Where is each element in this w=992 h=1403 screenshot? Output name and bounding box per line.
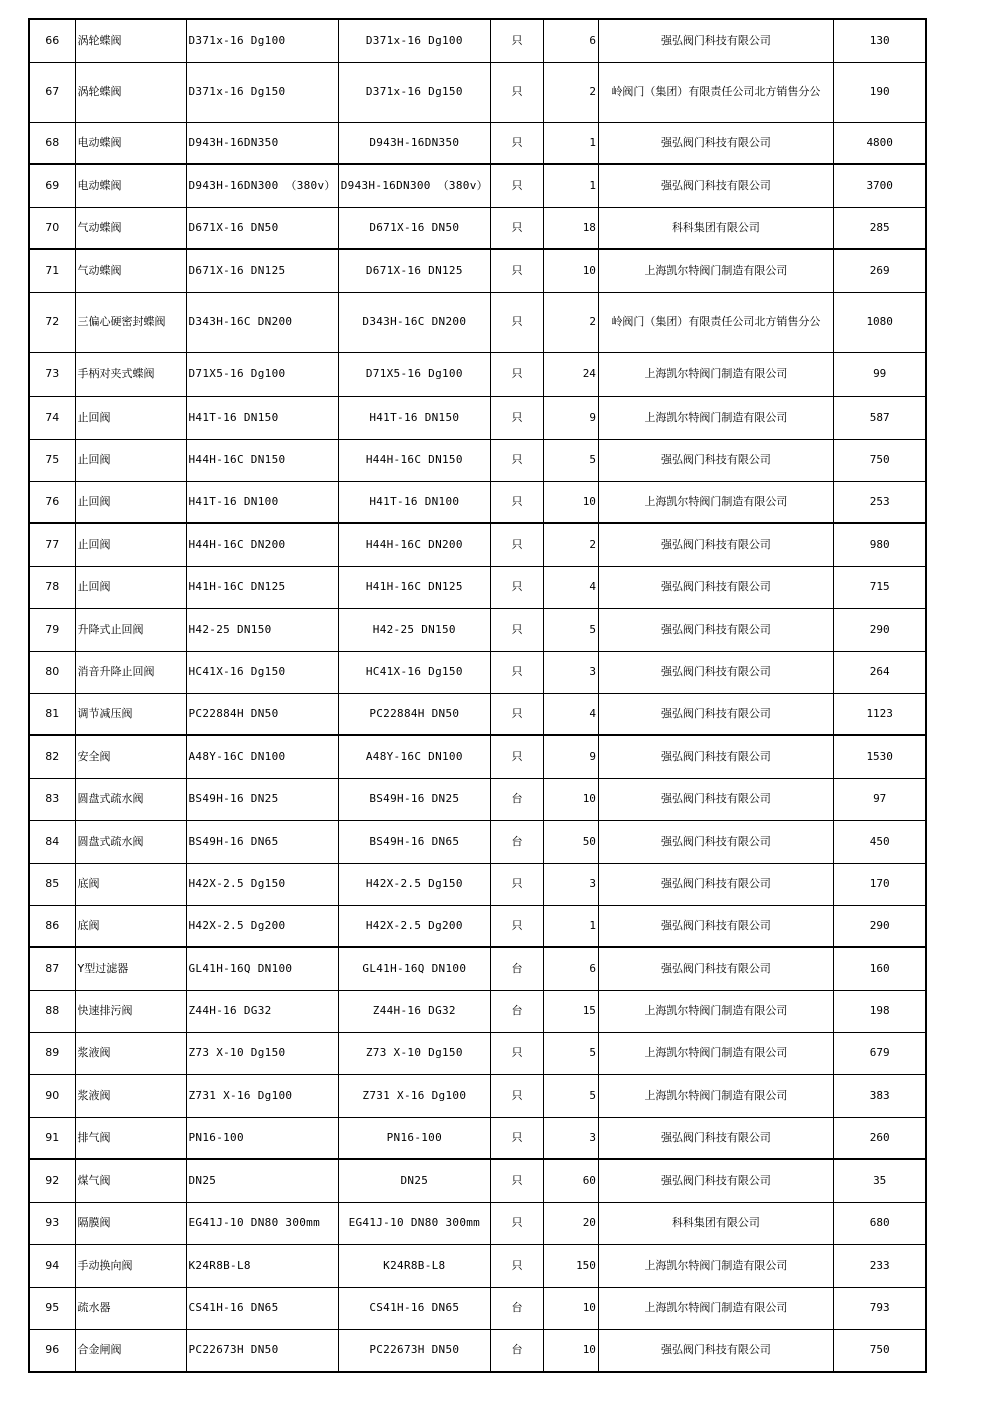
model-number-cell: HC41X-16 Dg150 [186, 651, 338, 693]
unit-cell: 只 [490, 693, 543, 735]
model-number-cell: H44H-16C DN150 [186, 439, 338, 481]
specification-cell: H42X-2.5 Dg150 [338, 863, 490, 905]
quantity-cell: 6 [543, 19, 598, 62]
model-number-cell: Z44H-16 DG32 [186, 990, 338, 1032]
specification-cell: BS49H-16 DN65 [338, 820, 490, 863]
unit-cell: 只 [490, 481, 543, 523]
supplier-name-cell: 上海凯尔特阀门制造有限公司 [598, 249, 833, 292]
unit-price-cell: 679 [833, 1032, 926, 1074]
row-number-cell: 80 [29, 651, 75, 693]
unit-cell: 只 [490, 1202, 543, 1244]
model-number-cell: H42-25 DN150 [186, 608, 338, 651]
model-number-cell: DN25 [186, 1159, 338, 1202]
supplier-name-cell: 强弘阀门科技有限公司 [598, 439, 833, 481]
unit-cell: 台 [490, 990, 543, 1032]
model-number-cell: BS49H-16 DN65 [186, 820, 338, 863]
unit-price-cell: 750 [833, 1329, 926, 1372]
row-number-cell: 79 [29, 608, 75, 651]
table-row [29, 62, 926, 122]
table-row [29, 1287, 926, 1329]
quantity-cell: 150 [543, 1244, 598, 1287]
model-number-cell: PC22884H DN50 [186, 693, 338, 735]
specification-cell: D671X-16 DN125 [338, 249, 490, 292]
quantity-cell: 2 [543, 523, 598, 566]
model-number-cell: H41T-16 DN100 [186, 481, 338, 523]
unit-cell: 只 [490, 396, 543, 439]
row-number-cell: 84 [29, 820, 75, 863]
row-number-cell: 72 [29, 292, 75, 352]
model-number-cell: D343H-16C DN200 [186, 292, 338, 352]
row-number-cell: 76 [29, 481, 75, 523]
quantity-cell: 15 [543, 990, 598, 1032]
unit-price-cell: 587 [833, 396, 926, 439]
specification-cell: PN16-100 [338, 1117, 490, 1159]
quantity-cell: 2 [543, 292, 598, 352]
unit-price-cell: 260 [833, 1117, 926, 1159]
quantity-cell: 5 [543, 439, 598, 481]
quantity-cell: 18 [543, 207, 598, 249]
row-number-cell: 69 [29, 164, 75, 207]
supplier-name-cell: 上海凯尔特阀门制造有限公司 [598, 396, 833, 439]
model-number-cell: D943H-16DN350 [186, 122, 338, 164]
specification-cell: DN25 [338, 1159, 490, 1202]
item-name-cell: 圆盘式疏水阀 [75, 820, 186, 863]
supplier-name-cell: 上海凯尔特阀门制造有限公司 [598, 1244, 833, 1287]
quantity-cell: 3 [543, 863, 598, 905]
unit-price-cell: 233 [833, 1244, 926, 1287]
supplier-name-cell: 强弘阀门科技有限公司 [598, 693, 833, 735]
unit-price-cell: 160 [833, 947, 926, 990]
unit-price-cell: 269 [833, 249, 926, 292]
specification-cell: H41H-16C DN125 [338, 566, 490, 608]
quantity-cell: 6 [543, 947, 598, 990]
model-number-cell: D371x-16 Dg100 [186, 19, 338, 62]
item-name-cell: 止回阀 [75, 566, 186, 608]
supplier-name-cell: 强弘阀门科技有限公司 [598, 164, 833, 207]
unit-cell: 只 [490, 1159, 543, 1202]
row-number-cell: 82 [29, 735, 75, 778]
item-name-cell: 底阀 [75, 905, 186, 947]
supplier-name-cell: 强弘阀门科技有限公司 [598, 19, 833, 62]
specification-cell: H41T-16 DN150 [338, 396, 490, 439]
table-row [29, 990, 926, 1032]
unit-cell: 只 [490, 62, 543, 122]
unit-price-cell: 97 [833, 778, 926, 820]
model-number-cell: GL41H-16Q DN100 [186, 947, 338, 990]
specification-cell: Z731 X-16 Dg100 [338, 1074, 490, 1117]
unit-cell: 只 [490, 1244, 543, 1287]
unit-cell: 只 [490, 651, 543, 693]
table-row [29, 1117, 926, 1159]
row-number-cell: 78 [29, 566, 75, 608]
unit-price-cell: 290 [833, 608, 926, 651]
quantity-cell: 1 [543, 164, 598, 207]
item-name-cell: 调节减压阀 [75, 693, 186, 735]
unit-cell: 只 [490, 608, 543, 651]
model-number-cell: EG41J-10 DN80 300mm [186, 1202, 338, 1244]
supplier-name-cell: 强弘阀门科技有限公司 [598, 122, 833, 164]
model-number-cell: H42X-2.5 Dg150 [186, 863, 338, 905]
row-number-cell: 66 [29, 19, 75, 62]
row-number-cell: 71 [29, 249, 75, 292]
item-name-cell: 浆液阀 [75, 1074, 186, 1117]
quantity-cell: 2 [543, 62, 598, 122]
row-number-cell: 88 [29, 990, 75, 1032]
unit-price-cell: 285 [833, 207, 926, 249]
unit-price-cell: 383 [833, 1074, 926, 1117]
quantity-cell: 1 [543, 905, 598, 947]
unit-price-cell: 3700 [833, 164, 926, 207]
table-row [29, 778, 926, 820]
unit-price-cell: 170 [833, 863, 926, 905]
quantity-cell: 50 [543, 820, 598, 863]
specification-cell: D371x-16 Dg100 [338, 19, 490, 62]
unit-cell: 只 [490, 19, 543, 62]
unit-cell: 只 [490, 439, 543, 481]
unit-cell: 只 [490, 566, 543, 608]
specification-cell: BS49H-16 DN25 [338, 778, 490, 820]
supplier-name-cell: 强弘阀门科技有限公司 [598, 905, 833, 947]
unit-cell: 只 [490, 735, 543, 778]
table-row [29, 481, 926, 523]
table-row [29, 947, 926, 990]
table-row [29, 693, 926, 735]
item-name-cell: 疏水器 [75, 1287, 186, 1329]
model-number-cell: A48Y-16C DN100 [186, 735, 338, 778]
supplier-name-cell: 强弘阀门科技有限公司 [598, 523, 833, 566]
unit-cell: 只 [490, 249, 543, 292]
row-number-cell: 70 [29, 207, 75, 249]
supplier-name-cell: 强弘阀门科技有限公司 [598, 608, 833, 651]
specification-cell: K24R8B-L8 [338, 1244, 490, 1287]
supplier-name-cell: 强弘阀门科技有限公司 [598, 566, 833, 608]
item-name-cell: 煤气阀 [75, 1159, 186, 1202]
item-name-cell: 圆盘式疏水阀 [75, 778, 186, 820]
item-name-cell: 隔膜阀 [75, 1202, 186, 1244]
quantity-cell: 9 [543, 396, 598, 439]
table-row [29, 566, 926, 608]
model-number-cell: D671X-16 DN50 [186, 207, 338, 249]
unit-cell: 只 [490, 1074, 543, 1117]
supplier-name-cell: 强弘阀门科技有限公司 [598, 651, 833, 693]
specification-cell: H44H-16C DN200 [338, 523, 490, 566]
quantity-cell: 60 [543, 1159, 598, 1202]
supplier-name-cell: 强弘阀门科技有限公司 [598, 863, 833, 905]
supplier-name-cell: 强弘阀门科技有限公司 [598, 1329, 833, 1372]
specification-cell: D371x-16 Dg150 [338, 62, 490, 122]
supplier-name-cell: 科科集团有限公司 [598, 1202, 833, 1244]
model-number-cell: H42X-2.5 Dg200 [186, 905, 338, 947]
quantity-cell: 10 [543, 1329, 598, 1372]
unit-price-cell: 793 [833, 1287, 926, 1329]
table-row [29, 651, 926, 693]
unit-cell: 只 [490, 863, 543, 905]
specification-cell: Z73 X-10 Dg150 [338, 1032, 490, 1074]
model-number-cell: D371x-16 Dg150 [186, 62, 338, 122]
table-row [29, 608, 926, 651]
supplier-name-cell: 上海凯尔特阀门制造有限公司 [598, 1074, 833, 1117]
table-row [29, 905, 926, 947]
unit-price-cell: 1080 [833, 292, 926, 352]
unit-price-cell: 4800 [833, 122, 926, 164]
item-name-cell: 手柄对夹式蝶阀 [75, 352, 186, 396]
supplier-name-cell: 上海凯尔特阀门制造有限公司 [598, 1032, 833, 1074]
quantity-cell: 4 [543, 566, 598, 608]
specification-cell: H44H-16C DN150 [338, 439, 490, 481]
unit-cell: 台 [490, 1287, 543, 1329]
unit-price-cell: 290 [833, 905, 926, 947]
table-row [29, 1244, 926, 1287]
supplier-name-cell: 强弘阀门科技有限公司 [598, 778, 833, 820]
row-number-cell: 74 [29, 396, 75, 439]
model-number-cell: H41T-16 DN150 [186, 396, 338, 439]
item-name-cell: 涡轮蝶阀 [75, 19, 186, 62]
item-name-cell: 快速排污阀 [75, 990, 186, 1032]
supplier-name-cell: 上海凯尔特阀门制造有限公司 [598, 1287, 833, 1329]
quantity-cell: 1 [543, 122, 598, 164]
table-row [29, 19, 926, 62]
quantity-cell: 3 [543, 1117, 598, 1159]
unit-price-cell: 99 [833, 352, 926, 396]
model-number-cell: Z73 X-10 Dg150 [186, 1032, 338, 1074]
item-name-cell: 手动换向阀 [75, 1244, 186, 1287]
unit-price-cell: 1123 [833, 693, 926, 735]
row-number-cell: 75 [29, 439, 75, 481]
table-row [29, 439, 926, 481]
supplier-name-cell: 上海凯尔特阀门制造有限公司 [598, 481, 833, 523]
table-row [29, 164, 926, 207]
unit-price-cell: 750 [833, 439, 926, 481]
item-name-cell: 气动蝶阀 [75, 207, 186, 249]
specification-cell: H42-25 DN150 [338, 608, 490, 651]
item-name-cell: 电动蝶阀 [75, 122, 186, 164]
item-name-cell: 底阀 [75, 863, 186, 905]
model-number-cell: PC22673H DN50 [186, 1329, 338, 1372]
table-row [29, 1202, 926, 1244]
row-number-cell: 92 [29, 1159, 75, 1202]
unit-price-cell: 35 [833, 1159, 926, 1202]
item-name-cell: 涡轮蝶阀 [75, 62, 186, 122]
supplier-name-cell: 岭阀门（集团）有限责任公司北方销售分公 [598, 62, 833, 122]
table-row [29, 292, 926, 352]
unit-cell: 只 [490, 292, 543, 352]
table-row [29, 820, 926, 863]
specification-cell: GL41H-16Q DN100 [338, 947, 490, 990]
row-number-cell: 89 [29, 1032, 75, 1074]
specification-cell: H42X-2.5 Dg200 [338, 905, 490, 947]
supplier-name-cell: 上海凯尔特阀门制造有限公司 [598, 352, 833, 396]
unit-price-cell: 264 [833, 651, 926, 693]
row-number-cell: 67 [29, 62, 75, 122]
specification-cell: D71X5-16 Dg100 [338, 352, 490, 396]
row-number-cell: 86 [29, 905, 75, 947]
unit-cell: 只 [490, 207, 543, 249]
quantity-cell: 10 [543, 249, 598, 292]
unit-price-cell: 253 [833, 481, 926, 523]
specification-cell: A48Y-16C DN100 [338, 735, 490, 778]
model-number-cell: D671X-16 DN125 [186, 249, 338, 292]
unit-cell: 只 [490, 1117, 543, 1159]
supplier-name-cell: 强弘阀门科技有限公司 [598, 947, 833, 990]
item-name-cell: 电动蝶阀 [75, 164, 186, 207]
item-name-cell: 合金闸阀 [75, 1329, 186, 1372]
specification-cell: D343H-16C DN200 [338, 292, 490, 352]
row-number-cell: 83 [29, 778, 75, 820]
specification-cell: D671X-16 DN50 [338, 207, 490, 249]
specification-cell: D943H-16DN300 （380v） [338, 164, 490, 207]
item-name-cell: 止回阀 [75, 439, 186, 481]
unit-cell: 台 [490, 1329, 543, 1372]
specification-cell: D943H-16DN350 [338, 122, 490, 164]
row-number-cell: 90 [29, 1074, 75, 1117]
unit-price-cell: 130 [833, 19, 926, 62]
unit-price-cell: 680 [833, 1202, 926, 1244]
quantity-cell: 5 [543, 1074, 598, 1117]
model-number-cell: H44H-16C DN200 [186, 523, 338, 566]
unit-cell: 只 [490, 905, 543, 947]
item-name-cell: 气动蝶阀 [75, 249, 186, 292]
unit-cell: 只 [490, 523, 543, 566]
model-number-cell: Z731 X-16 Dg100 [186, 1074, 338, 1117]
unit-price-cell: 980 [833, 523, 926, 566]
model-number-cell: H41H-16C DN125 [186, 566, 338, 608]
table-row [29, 863, 926, 905]
table-row [29, 207, 926, 249]
item-name-cell: 排气阀 [75, 1117, 186, 1159]
supplier-name-cell: 岭阀门（集团）有限责任公司北方销售分公 [598, 292, 833, 352]
unit-cell: 台 [490, 778, 543, 820]
specification-cell: PC22884H DN50 [338, 693, 490, 735]
unit-price-cell: 715 [833, 566, 926, 608]
model-number-cell: CS41H-16 DN65 [186, 1287, 338, 1329]
item-name-cell: 安全阀 [75, 735, 186, 778]
unit-price-cell: 1530 [833, 735, 926, 778]
supplier-name-cell: 强弘阀门科技有限公司 [598, 735, 833, 778]
table-row [29, 1159, 926, 1202]
unit-cell: 只 [490, 164, 543, 207]
quantity-cell: 10 [543, 778, 598, 820]
item-name-cell: 消音升降止回阀 [75, 651, 186, 693]
quantity-cell: 4 [543, 693, 598, 735]
quantity-cell: 3 [543, 651, 598, 693]
item-name-cell: Y型过滤器 [75, 947, 186, 990]
supplier-name-cell: 上海凯尔特阀门制造有限公司 [598, 990, 833, 1032]
row-number-cell: 68 [29, 122, 75, 164]
specification-cell: HC41X-16 Dg150 [338, 651, 490, 693]
table-row [29, 1074, 926, 1117]
item-name-cell: 止回阀 [75, 523, 186, 566]
row-number-cell: 77 [29, 523, 75, 566]
quantity-cell: 10 [543, 1287, 598, 1329]
unit-cell: 只 [490, 1032, 543, 1074]
item-name-cell: 浆液阀 [75, 1032, 186, 1074]
item-name-cell: 三偏心硬密封蝶阀 [75, 292, 186, 352]
unit-cell: 只 [490, 352, 543, 396]
table-row [29, 352, 926, 396]
table-row [29, 735, 926, 778]
supplier-name-cell: 强弘阀门科技有限公司 [598, 1117, 833, 1159]
specification-cell: EG41J-10 DN80 300mm [338, 1202, 490, 1244]
row-number-cell: 87 [29, 947, 75, 990]
supplier-name-cell: 强弘阀门科技有限公司 [598, 1159, 833, 1202]
table-row [29, 396, 926, 439]
unit-price-cell: 450 [833, 820, 926, 863]
table-row [29, 122, 926, 164]
table-row [29, 523, 926, 566]
unit-price-cell: 198 [833, 990, 926, 1032]
quantity-cell: 5 [543, 608, 598, 651]
model-number-cell: BS49H-16 DN25 [186, 778, 338, 820]
row-number-cell: 96 [29, 1329, 75, 1372]
unit-cell: 台 [490, 820, 543, 863]
table-row [29, 1329, 926, 1372]
item-name-cell: 升降式止回阀 [75, 608, 186, 651]
specification-cell: H41T-16 DN100 [338, 481, 490, 523]
row-number-cell: 91 [29, 1117, 75, 1159]
unit-cell: 只 [490, 122, 543, 164]
unit-cell: 台 [490, 947, 543, 990]
specification-cell: PC22673H DN50 [338, 1329, 490, 1372]
supplier-name-cell: 强弘阀门科技有限公司 [598, 820, 833, 863]
row-number-cell: 85 [29, 863, 75, 905]
specification-cell: CS41H-16 DN65 [338, 1287, 490, 1329]
item-name-cell: 止回阀 [75, 396, 186, 439]
model-number-cell: D943H-16DN300 （380v） [186, 164, 338, 207]
row-number-cell: 94 [29, 1244, 75, 1287]
quantity-cell: 10 [543, 481, 598, 523]
row-number-cell: 93 [29, 1202, 75, 1244]
quantity-cell: 20 [543, 1202, 598, 1244]
item-name-cell: 止回阀 [75, 481, 186, 523]
quantity-cell: 9 [543, 735, 598, 778]
table-row [29, 1032, 926, 1074]
valve-price-table [28, 18, 927, 1373]
row-number-cell: 81 [29, 693, 75, 735]
row-number-cell: 73 [29, 352, 75, 396]
unit-price-cell: 190 [833, 62, 926, 122]
quantity-cell: 24 [543, 352, 598, 396]
model-number-cell: K24R8B-L8 [186, 1244, 338, 1287]
model-number-cell: D71X5-16 Dg100 [186, 352, 338, 396]
quantity-cell: 5 [543, 1032, 598, 1074]
row-number-cell: 95 [29, 1287, 75, 1329]
specification-cell: Z44H-16 DG32 [338, 990, 490, 1032]
supplier-name-cell: 科科集团有限公司 [598, 207, 833, 249]
model-number-cell: PN16-100 [186, 1117, 338, 1159]
table-row [29, 249, 926, 292]
